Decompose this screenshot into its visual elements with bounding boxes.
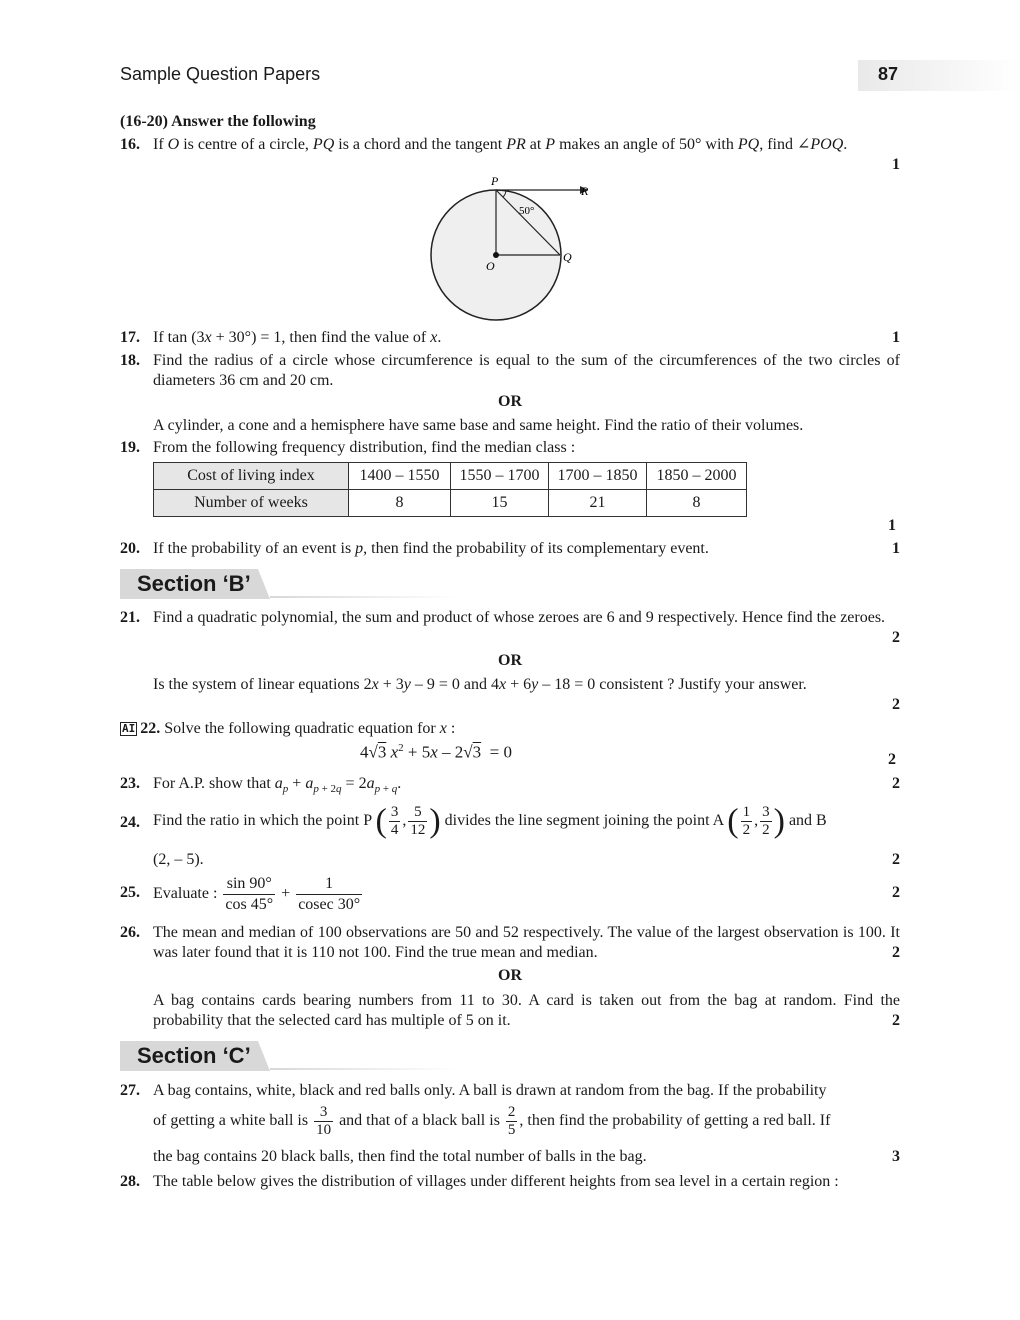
question-text: Find the radius of a circle whose circumference is equal to the sum of the circumferences of the two circles of diameters 36 cm and 20 cm.: [153, 352, 900, 389]
question-text: A cylinder, a cone and a hemisphere have same base and same height. Find the ratio of their volumes.: [153, 417, 804, 434]
or-divider: OR: [498, 393, 522, 410]
question-text: If tan (3x + 30°) = 1, then find the value of x.: [153, 329, 442, 346]
question-prompt: Solve the following quadratic equation for: [164, 720, 436, 737]
table-cell: 15: [451, 490, 549, 517]
question-25: [120, 872, 900, 916]
question-number: 18.: [120, 352, 140, 369]
or-divider: OR: [498, 652, 522, 669]
question-21-alternative: [120, 675, 900, 713]
question-26: [120, 923, 900, 963]
question-20: [120, 539, 900, 559]
question-27: [120, 1081, 900, 1101]
question-24: [120, 801, 900, 841]
question-number: 26.: [120, 924, 140, 941]
question-17: [120, 328, 900, 348]
frequency-table: [153, 462, 747, 517]
table-cell: 21: [549, 490, 647, 517]
question-number: 19.: [120, 439, 140, 456]
section-intro: (16-20) Answer the following: [120, 113, 316, 130]
table-cell: 8: [349, 490, 451, 517]
question-19: [120, 438, 900, 458]
question-number: 24.: [120, 814, 140, 831]
marks: 2: [892, 696, 900, 713]
question-22: [120, 719, 900, 739]
table-header-cell: Number of weeks: [154, 490, 349, 517]
table-cell: 1700 – 1850: [549, 463, 647, 490]
table-cell: 1400 – 1550: [349, 463, 451, 490]
section-title: Section ‘C’: [137, 1043, 251, 1068]
circle-tangent-figure: [420, 170, 600, 325]
question-text-line-1: A bag contains, white, black and red balls only. A ball is drawn at random from the bag. If the probability: [153, 1082, 827, 1099]
marks: 1: [892, 540, 900, 557]
question-18-alternative: [120, 416, 900, 436]
table-row: [154, 463, 747, 490]
page-number: 87: [878, 64, 899, 84]
question-number: 21.: [120, 609, 140, 626]
marks: 1: [888, 517, 896, 534]
question-number: 20.: [120, 540, 140, 557]
question-24-continued: [120, 850, 900, 870]
question-text: From the following frequency distribution, find the median class :: [153, 439, 576, 456]
question-text: AI 22. Solve the following quadratic equation for x :: [122, 720, 456, 737]
question-28: [120, 1172, 900, 1192]
section-tab-rule: [270, 596, 460, 598]
marks: 3: [892, 1148, 900, 1165]
marks: 2: [892, 851, 900, 868]
question-text: (2, – 5).: [153, 851, 204, 868]
question-text: Is the system of linear equations 2x + 3y – 9 = 0 and 4x + 6y – 18 = 0 consistent ? Justify your answer.: [153, 676, 807, 693]
label-q: Q: [563, 250, 572, 264]
marks: 2: [892, 884, 900, 901]
question-text: If O is centre of a circle, PQ is a chord and the tangent PR at P makes an angle of 50° with PQ, find ∠POQ.: [153, 136, 848, 153]
marks: 1: [892, 329, 900, 346]
section-tab-rule: [270, 1068, 460, 1070]
question-text: the bag contains 20 black balls, then find the total number of balls in the bag.: [153, 1148, 647, 1165]
table-cell: 1850 – 2000: [647, 463, 747, 490]
marks: 2: [892, 629, 900, 646]
angle-label: 50°: [519, 205, 535, 217]
question-number: 16.: [120, 136, 140, 153]
or-divider: OR: [498, 967, 522, 984]
table-cell: 8: [647, 490, 747, 517]
marks: 2: [888, 751, 896, 768]
question-text: For A.P. show that $a_p + a_{p + 2q} = 2a_{p + q}$.: [153, 775, 402, 796]
marks: 2: [892, 1012, 900, 1029]
label-p: P: [491, 174, 499, 188]
section-c-header: [120, 1041, 460, 1071]
section-b-header: [120, 569, 460, 599]
question-number: 28.: [120, 1173, 140, 1190]
table-header-cell: Cost of living index: [154, 463, 349, 490]
question-number: 17.: [120, 329, 140, 346]
running-header-title: Sample Question Papers: [120, 64, 321, 84]
question-text: of getting a white ball is $\frac{3}{10}$ and that of a black ball is $\frac{2}{5}$ , then find the probability of getting a red ball. If: [153, 1103, 831, 1138]
question-text: The table below gives the distribution of villages under different heights from sea level in a certain region :: [153, 1173, 839, 1190]
table-row: [154, 490, 747, 517]
question-text: Evaluate : $\frac{\sin 90^\circ}{\cos 45^\circ}$ + $\frac{1}{cosec 30^\circ}$: [153, 874, 361, 913]
question-text: Find the ratio in which the point P ( $\frac{3}{4}$ , $\frac{5}{12}$ ) divides the line segment joining the point A ( $\frac{1}{2}$ , $\frac{3}{2}$ ) and B: [153, 802, 827, 840]
question-number: 25.: [120, 884, 140, 901]
centre-dot: [493, 252, 499, 258]
question-21: [120, 608, 900, 646]
label-o: O: [486, 259, 495, 273]
question-text: A bag contains cards bearing numbers from 11 to 30. A card is taken out from the bag at random. Find the probability that the selected card has multiple of 5 on it.: [153, 992, 900, 1029]
marks: 1: [892, 156, 900, 173]
question-number: 23.: [120, 775, 140, 792]
ai-badge: AI: [122, 722, 136, 735]
section-title: Section ‘B’: [137, 571, 251, 596]
question-18: [120, 351, 900, 391]
label-r: R: [581, 184, 589, 198]
question-27-line-3: [120, 1147, 900, 1167]
question-number: 22.: [140, 720, 161, 737]
question-27-line-2: [120, 1101, 900, 1141]
marks: 2: [892, 944, 900, 961]
question-text: If the probability of an event is p, then find the probability of its complementary event.: [153, 540, 709, 557]
marks: 2: [892, 775, 900, 792]
question-text: The mean and median of 100 observations are 50 and 52 respectively. The value of the largest observation is 100. It was later found that it is 110 not 100. Find the true mean and median.: [153, 924, 900, 961]
quadratic-equation: 4√3 $x^2 + 5x - 2√3 = 0$: [360, 742, 512, 762]
question-16: [120, 135, 900, 173]
question-number: 27.: [120, 1082, 140, 1099]
question-26-alternative: [120, 991, 900, 1031]
question-23: [120, 774, 900, 799]
question-text: Find a quadratic polynomial, the sum and product of whose zeroes are 6 and 9 respectively. Hence find the zeroes.: [153, 609, 886, 626]
table-cell: 1550 – 1700: [451, 463, 549, 490]
